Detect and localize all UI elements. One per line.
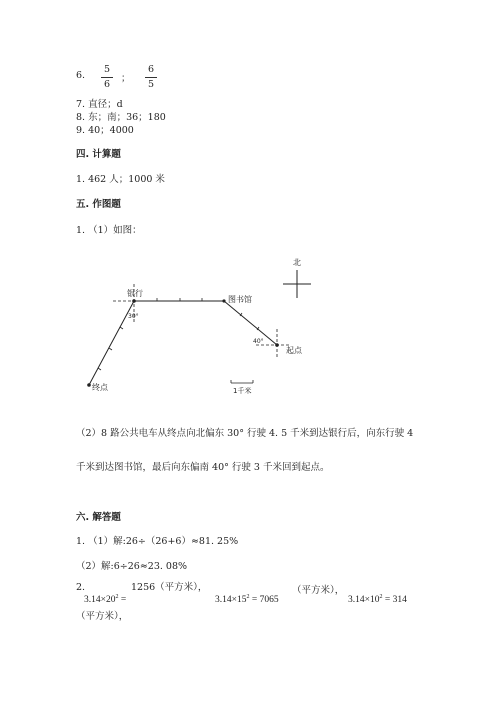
q6-number: 6. (76, 70, 86, 81)
q6-frac2-den: 5 (147, 79, 155, 90)
section-5-title: 五. 作图题 (76, 199, 121, 210)
q7-answer: 7. 直径；d (76, 99, 123, 110)
section-4-answer: 1. 462 人；1000 米 (76, 174, 165, 185)
section-5-part2-line1: （2）8 路公共电车从终点向北偏东 30° 行驶 4. 5 千米到达银行后，向东行驶 4 (76, 428, 414, 439)
bank-angle-label: 30° (128, 313, 139, 320)
section-6-q1-part1: 1. （1）解:26÷（26+6）≈81. 25% (76, 536, 239, 547)
section-4-title: 四. 计算题 (76, 149, 121, 160)
q2-expression-2: $3.14\times 15^2 = 7065$ (215, 594, 279, 606)
section-6-title: 六. 解答题 (76, 512, 121, 523)
q2-result-1: 1256（平方米）， (131, 582, 208, 593)
q6-frac1-den: 6 (103, 79, 111, 90)
start-angle-label: 40° (253, 338, 264, 345)
q2-number: 2. (76, 582, 86, 593)
q8-answer: 8. 东；南；36；180 (76, 112, 166, 123)
end-label: 终点 (92, 383, 108, 392)
section-6-q1-part2: （2）解:6÷26≈23. 08% (76, 561, 188, 572)
start-label: 起点 (286, 346, 302, 355)
library-label: 图书馆 (228, 295, 252, 304)
north-label: 北 (293, 258, 301, 267)
q2-expression-1: $3.14\times 20^2$ = (84, 594, 127, 606)
q2-expression-3: $3.14\times 10^2 = 314$ (348, 594, 407, 606)
q9-answer: 9. 40；4000 (76, 125, 134, 136)
q2-unit-3: （平方米）， (76, 611, 129, 622)
scale-label: 1千米 (233, 387, 252, 395)
section-5-part1: 1. （1）如图： (76, 225, 142, 236)
north-compass-icon (283, 270, 311, 298)
q6-frac2-num: 6 (147, 64, 155, 75)
q2-unit-2: （平方米）， (292, 585, 345, 596)
q6-separator: ； (121, 73, 131, 84)
section-5-part2-line2: 千米到达图书馆，最后向东偏南 40° 行驶 3 千米回到起点。 (76, 462, 330, 473)
q6-frac1-num: 5 (103, 64, 111, 75)
bank-label: 银行 (127, 289, 143, 298)
scale-bar (231, 380, 253, 383)
